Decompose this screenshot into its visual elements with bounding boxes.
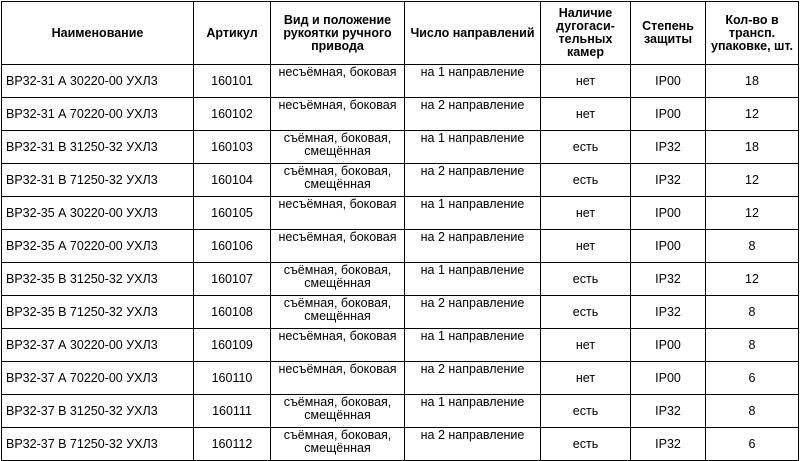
cell-handle: съёмная, боковая, смещённая <box>271 131 405 164</box>
cell-arc: есть <box>541 428 631 461</box>
table-row <box>2 230 799 263</box>
spec-table <box>1 1 799 461</box>
table-row <box>2 329 799 362</box>
cell-directions: на 2 направление <box>405 98 541 131</box>
cell-protection: IP00 <box>631 98 706 131</box>
cell-article: 160110 <box>194 362 271 395</box>
cell-qty: 8 <box>706 230 799 263</box>
header-article: Артикул <box>194 2 271 65</box>
cell-handle: несъёмная, боковая <box>271 98 405 131</box>
cell-handle: несъёмная, боковая <box>271 197 405 230</box>
header-protection: Степень защиты <box>631 2 706 65</box>
cell-protection: IP32 <box>631 395 706 428</box>
cell-handle: несъёмная, боковая <box>271 65 405 98</box>
cell-name: ВР32-35 В 31250-32 УХЛ3 <box>2 263 194 296</box>
cell-directions: на 2 направление <box>405 362 541 395</box>
cell-qty: 6 <box>706 362 799 395</box>
cell-article: 160107 <box>194 263 271 296</box>
cell-arc: есть <box>541 131 631 164</box>
cell-protection: IP00 <box>631 230 706 263</box>
cell-directions: на 1 направление <box>405 395 541 428</box>
cell-protection: IP00 <box>631 362 706 395</box>
cell-name: ВР32-37 А 70220-00 УХЛ3 <box>2 362 194 395</box>
cell-handle: несъёмная, боковая <box>271 230 405 263</box>
table-row <box>2 131 799 164</box>
cell-directions: на 1 направление <box>405 131 541 164</box>
cell-protection: IP32 <box>631 296 706 329</box>
cell-protection: IP32 <box>631 164 706 197</box>
header-name: Наименование <box>2 2 194 65</box>
cell-arc: есть <box>541 164 631 197</box>
table-row <box>2 164 799 197</box>
cell-article: 160104 <box>194 164 271 197</box>
cell-qty: 12 <box>706 263 799 296</box>
cell-name: ВР32-35 А 30220-00 УХЛ3 <box>2 197 194 230</box>
cell-name: ВР32-31 А 70220-00 УХЛ3 <box>2 98 194 131</box>
header-quantity: Кол-во в трансп. упаковке, шт. <box>706 2 799 65</box>
cell-handle: несъёмная, боковая <box>271 329 405 362</box>
cell-name: ВР32-31 В 31250-32 УХЛ3 <box>2 131 194 164</box>
cell-directions: на 2 направление <box>405 296 541 329</box>
cell-article: 160101 <box>194 65 271 98</box>
cell-qty: 8 <box>706 296 799 329</box>
cell-handle: съёмная, боковая, смещённая <box>271 263 405 296</box>
table-row <box>2 395 799 428</box>
cell-arc: есть <box>541 296 631 329</box>
cell-directions: на 1 направление <box>405 65 541 98</box>
table-row <box>2 263 799 296</box>
cell-directions: на 1 направление <box>405 197 541 230</box>
cell-article: 160112 <box>194 428 271 461</box>
cell-qty: 12 <box>706 197 799 230</box>
header-row <box>2 2 799 65</box>
header-arc-chambers: Наличие дугогаси-тельных камер <box>541 2 631 65</box>
cell-arc: нет <box>541 230 631 263</box>
cell-directions: на 2 направление <box>405 230 541 263</box>
table-row <box>2 197 799 230</box>
cell-handle: съёмная, боковая, смещённая <box>271 428 405 461</box>
table-row <box>2 428 799 461</box>
cell-article: 160111 <box>194 395 271 428</box>
cell-protection: IP32 <box>631 428 706 461</box>
cell-qty: 12 <box>706 98 799 131</box>
cell-protection: IP00 <box>631 65 706 98</box>
cell-handle: съёмная, боковая, смещённая <box>271 395 405 428</box>
cell-name: ВР32-37 В 71250-32 УХЛ3 <box>2 428 194 461</box>
cell-qty: 6 <box>706 428 799 461</box>
cell-article: 160106 <box>194 230 271 263</box>
cell-name: ВР32-35 В 71250-32 УХЛ3 <box>2 296 194 329</box>
cell-directions: на 2 направление <box>405 428 541 461</box>
cell-directions: на 1 направление <box>405 263 541 296</box>
cell-name: ВР32-37 В 31250-32 УХЛ3 <box>2 395 194 428</box>
cell-article: 160105 <box>194 197 271 230</box>
cell-handle: несъёмная, боковая <box>271 362 405 395</box>
cell-qty: 8 <box>706 395 799 428</box>
cell-article: 160109 <box>194 329 271 362</box>
cell-protection: IP00 <box>631 329 706 362</box>
cell-directions: на 1 направление <box>405 329 541 362</box>
cell-arc: нет <box>541 98 631 131</box>
cell-name: ВР32-37 А 30220-00 УХЛ3 <box>2 329 194 362</box>
cell-protection: IP32 <box>631 263 706 296</box>
cell-arc: есть <box>541 395 631 428</box>
cell-protection: IP32 <box>631 131 706 164</box>
cell-arc: нет <box>541 329 631 362</box>
cell-qty: 8 <box>706 329 799 362</box>
cell-qty: 18 <box>706 131 799 164</box>
table-row <box>2 65 799 98</box>
cell-article: 160103 <box>194 131 271 164</box>
cell-name: ВР32-35 А 70220-00 УХЛ3 <box>2 230 194 263</box>
cell-protection: IP00 <box>631 197 706 230</box>
cell-directions: на 2 направление <box>405 164 541 197</box>
cell-name: ВР32-31 В 71250-32 УХЛ3 <box>2 164 194 197</box>
table-row <box>2 362 799 395</box>
header-handle: Вид и положение рукоятки ручного привода <box>271 2 405 65</box>
header-directions: Число направлений <box>405 2 541 65</box>
cell-qty: 12 <box>706 164 799 197</box>
cell-article: 160102 <box>194 98 271 131</box>
table-row <box>2 98 799 131</box>
table-row <box>2 296 799 329</box>
cell-arc: нет <box>541 65 631 98</box>
cell-handle: съёмная, боковая, смещённая <box>271 164 405 197</box>
cell-name: ВР32-31 А 30220-00 УХЛ3 <box>2 65 194 98</box>
cell-arc: нет <box>541 197 631 230</box>
cell-qty: 18 <box>706 65 799 98</box>
cell-arc: нет <box>541 362 631 395</box>
cell-arc: есть <box>541 263 631 296</box>
cell-article: 160108 <box>194 296 271 329</box>
cell-handle: съёмная, боковая, смещённая <box>271 296 405 329</box>
